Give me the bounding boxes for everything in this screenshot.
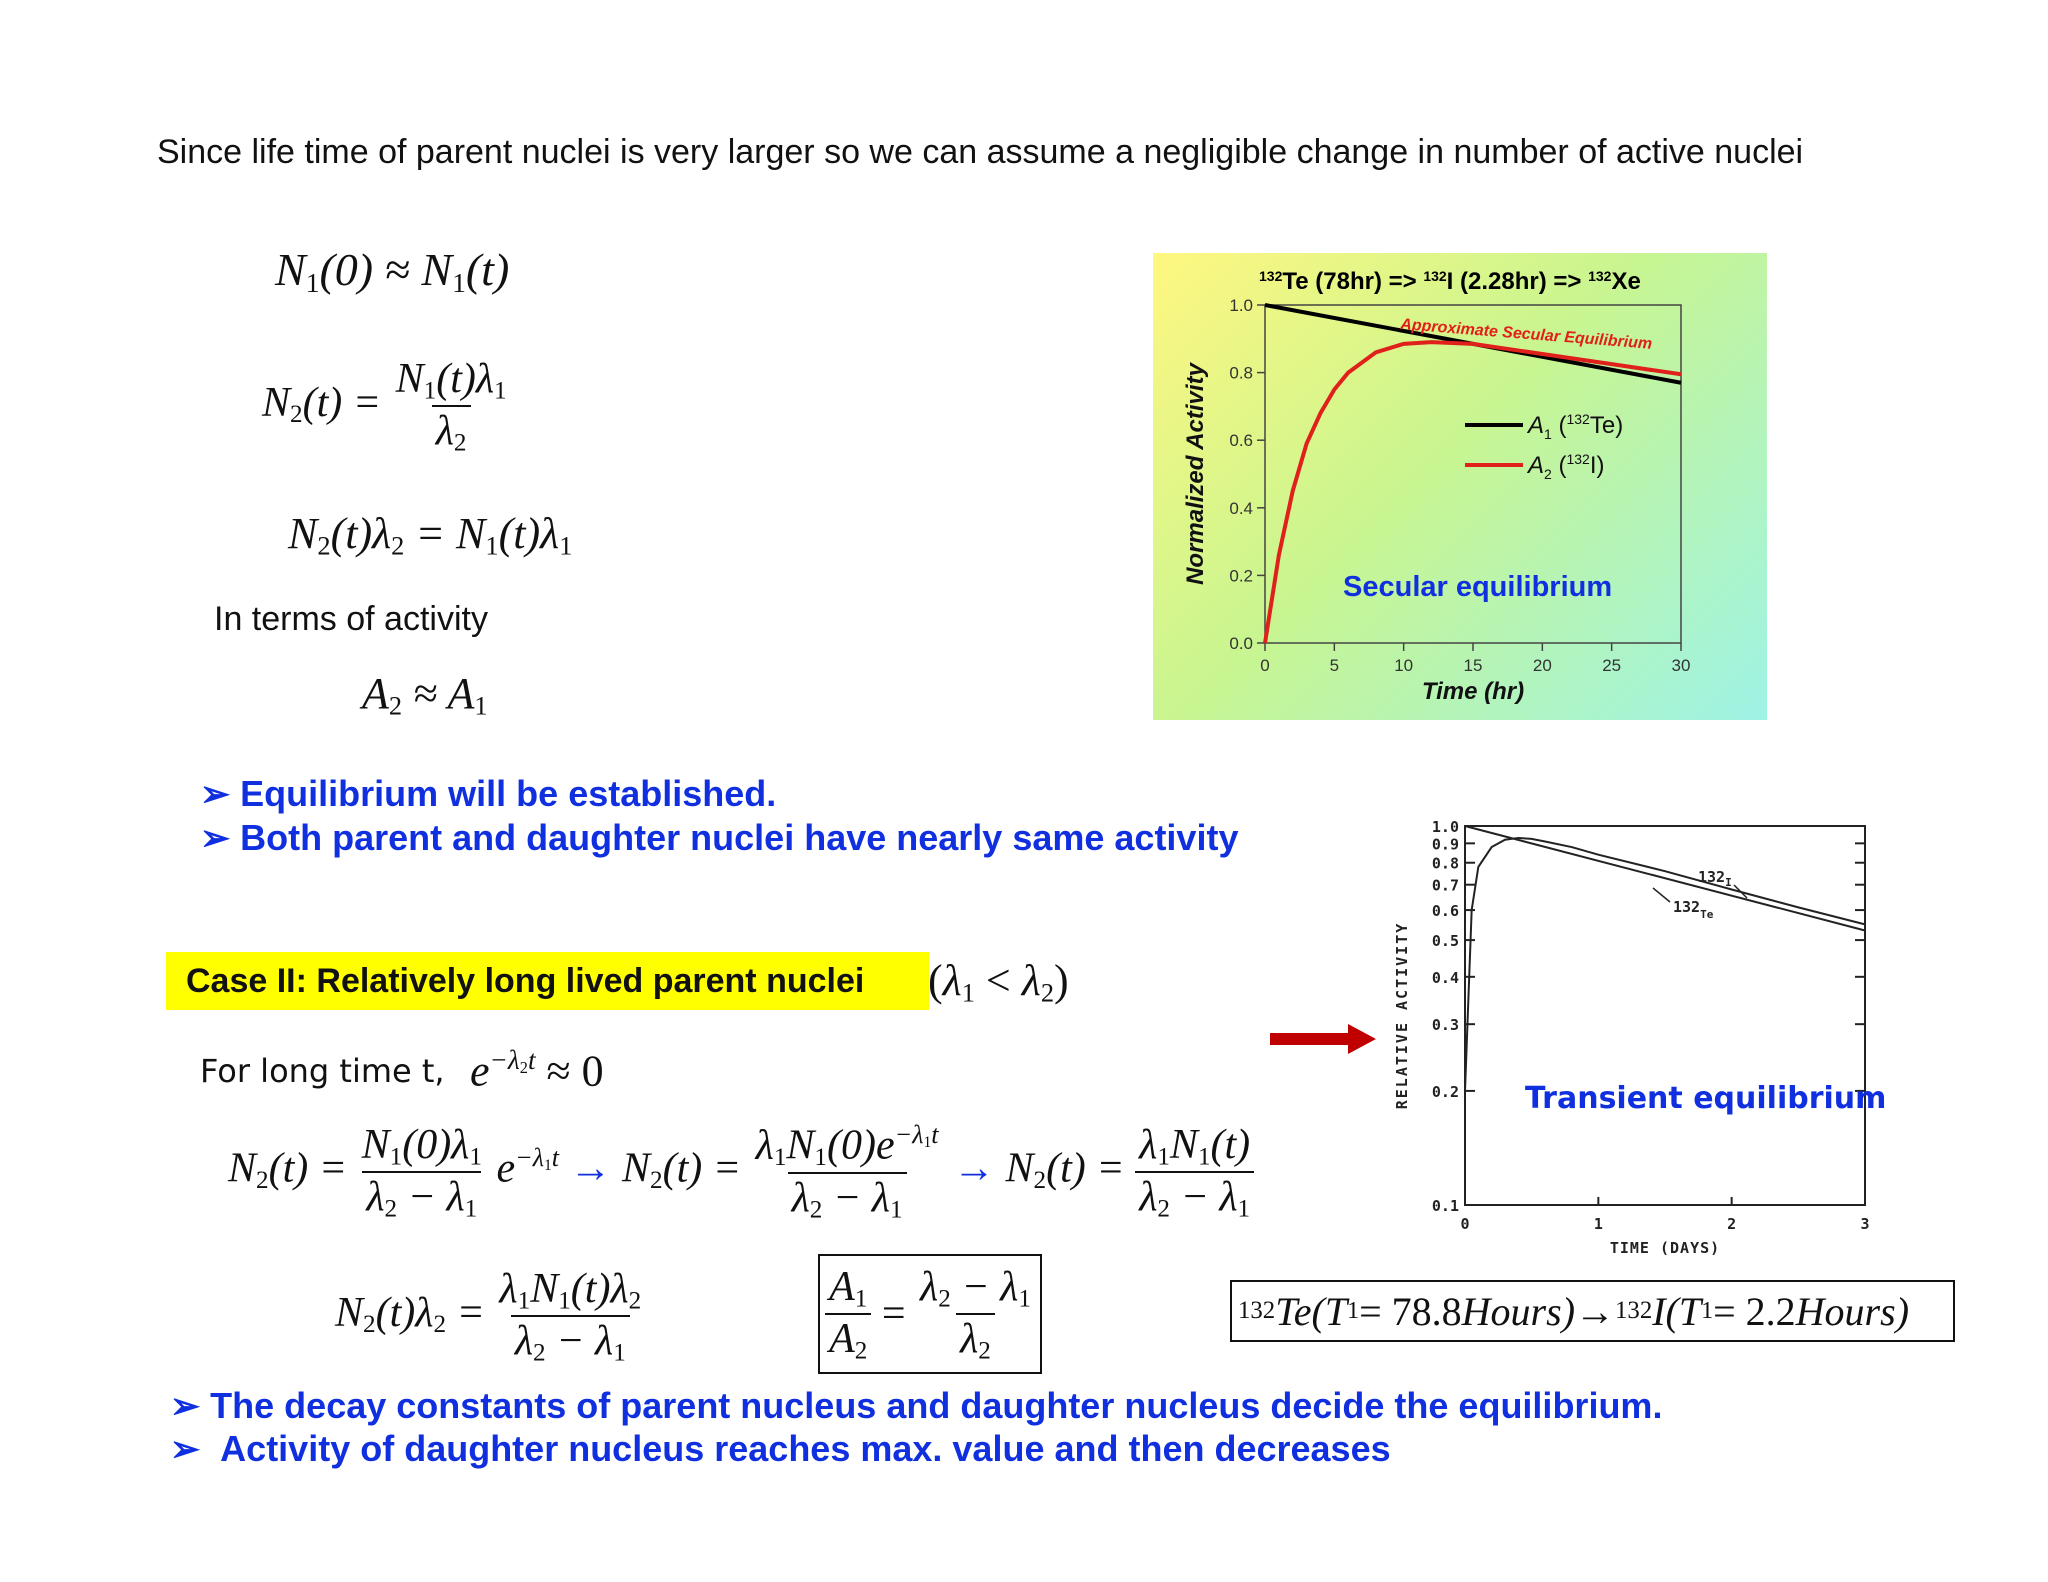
y-tick-label: 0.4 — [1229, 498, 1253, 518]
x-tick-label: 25 — [1602, 656, 1622, 675]
legend-label-1: $A_1$ ($^{132}$Te) — [1528, 411, 1624, 442]
y-tick-label: 0.3 — [1431, 1016, 1459, 1035]
y-tick-label: 0.2 — [1229, 566, 1253, 586]
y-tick-label: 0.5 — [1431, 932, 1459, 951]
equation-exp-zero: $e^{-\lambda_2t} \approx 0$ — [470, 1045, 604, 1096]
x-tick-label: 5 — [1329, 656, 1340, 675]
secular-figure — [1153, 253, 1767, 720]
chart-caption: Transient equilibrium — [1525, 1081, 1887, 1116]
x-tick-label: 2 — [1727, 1215, 1737, 1233]
implies-arrow-icon: → — [569, 1145, 612, 1192]
y-tick-label: 0.0 — [1229, 634, 1253, 653]
x-tick-label: 0 — [1260, 656, 1270, 675]
series-line-2 — [1465, 838, 1865, 1091]
y-tick-label: 0.6 — [1229, 431, 1253, 451]
bullet-top-1: ➢ Equilibrium will be established. — [200, 773, 777, 814]
y-tick-label: 0.8 — [1229, 363, 1253, 383]
bullet-bottom-1: ➢ The decay constants of parent nucleus and daughter nucleus decide the equilibrium. — [170, 1385, 1663, 1426]
transient-chart — [1385, 808, 1895, 1258]
x-tick-label: 20 — [1532, 656, 1552, 675]
equation-n2-lambda: $N_2(t)\lambda_2 = N_1(t)\lambda_1$ — [288, 509, 573, 561]
x-tick-label: 15 — [1463, 656, 1483, 675]
intro-text: Since life time of parent nuclei is very larger so we can assume a negligible change in number of active nuclei — [157, 133, 1804, 171]
legend-label-2: $A_2$ ($^{132}$I) — [1528, 451, 1605, 482]
case2-title: Case II: Relatively long lived parent nuclei — [166, 952, 929, 1010]
equation-activity-ratio-box: $\frac{A_1}{A_2}$ = $\frac{\lambda_2 - \lambda_1}{\lambda_2}$ — [818, 1254, 1042, 1374]
y-tick-label: 1.0 — [1431, 818, 1459, 836]
chart-title: $^{132}$Te (78hr) => $^{132}$I (2.28hr) => $^{132}$Xe — [1259, 268, 1641, 295]
decay-chain-box: 132 Te(T 1 = 78.8 Hours) → 132 I(T 1 = 2.2 Hours) — [1230, 1280, 1955, 1342]
curve-label-i: $132_I$ — [1698, 868, 1732, 889]
plot-frame — [1465, 826, 1865, 1205]
transient-figure — [1385, 808, 1895, 1258]
chart-annotation: Approximate Secular Equilibrium — [1399, 316, 1653, 353]
bullet-bottom-2: ➢ Activity of daughter nucleus reaches max. value and then decreases — [170, 1428, 1391, 1469]
y-axis-label: RELATIVE ACTIVITY — [1393, 921, 1411, 1110]
y-tick-label: 0.7 — [1431, 876, 1459, 895]
y-tick-label: 0.4 — [1431, 968, 1459, 987]
x-axis-label: TIME (DAYS) — [1609, 1239, 1721, 1257]
curve-label-te: $132_{Te}$ — [1673, 898, 1714, 921]
x-tick-label: 3 — [1860, 1215, 1870, 1233]
bullet-arrow-icon: ➢ — [170, 1428, 221, 1469]
equation-n2-ratio: $N_2(t)$ = $\frac{N_1(t)\lambda_1}{\lambda_2}$ — [262, 356, 507, 457]
bullet-top-2: ➢ Both parent and daughter nuclei have nearly same activity — [200, 817, 1239, 858]
y-tick-label: 0.2 — [1431, 1082, 1459, 1101]
y-axis-label: Normalized Activity — [1182, 363, 1209, 585]
equation-n1-approx: $N_1(0) \approx N_1(t)$ — [275, 244, 510, 298]
series-line-1 — [1465, 826, 1865, 930]
secular-chart — [1153, 253, 1767, 720]
chart-caption: Secular equilibrium — [1343, 571, 1613, 603]
equation-n2-lambda2: $N_2(t)\lambda_2$ = $\frac{\lambda_1N_1(t)\lambda_2}{\lambda_2 - \lambda_1}$ — [335, 1266, 642, 1367]
case2-condition: $(\lambda_1 < \lambda_2)$ — [928, 956, 1069, 1008]
y-tick-label: 0.8 — [1431, 854, 1459, 873]
y-tick-label: 0.6 — [1431, 902, 1459, 921]
leader-line-te — [1653, 888, 1670, 902]
bullet-arrow-icon: ➢ — [200, 773, 241, 814]
y-tick-label: 1.0 — [1229, 296, 1253, 315]
equation-activity: $A_2 \approx A_1$ — [362, 669, 488, 721]
y-tick-label: 0.9 — [1431, 835, 1459, 854]
long-time-label: For long time t, — [200, 1052, 445, 1090]
implies-arrow-icon: → — [953, 1145, 996, 1192]
bullet-arrow-icon: ➢ — [200, 817, 241, 858]
bullet-arrow-icon: ➢ — [170, 1385, 211, 1426]
x-tick-label: 0 — [1460, 1215, 1470, 1233]
x-axis-label: Time (hr) — [1421, 678, 1525, 705]
y-tick-label: 0.1 — [1431, 1197, 1459, 1215]
equation-n2-full: $N_2(t)$ = $\frac{N_1(0)\lambda_1}{\lambda_2 - \lambda_1}$ $e^{-\lambda_1t} \to N_2(t)$ = $\frac{\lambda_1N_1(0)e^{-\lambda_1t}}{\lambda_2 - \lambda_1}$ → $N_2(t)$ = $\frac{\lambda_1N_1(t)}{\lambda_2 - \lambda_1}$ — [228, 1120, 1254, 1224]
activity-label: In terms of activity — [214, 600, 488, 638]
x-tick-label: 30 — [1671, 656, 1691, 675]
red-arrow-icon — [1270, 1024, 1376, 1054]
x-tick-label: 10 — [1394, 656, 1414, 675]
x-tick-label: 1 — [1593, 1215, 1603, 1233]
